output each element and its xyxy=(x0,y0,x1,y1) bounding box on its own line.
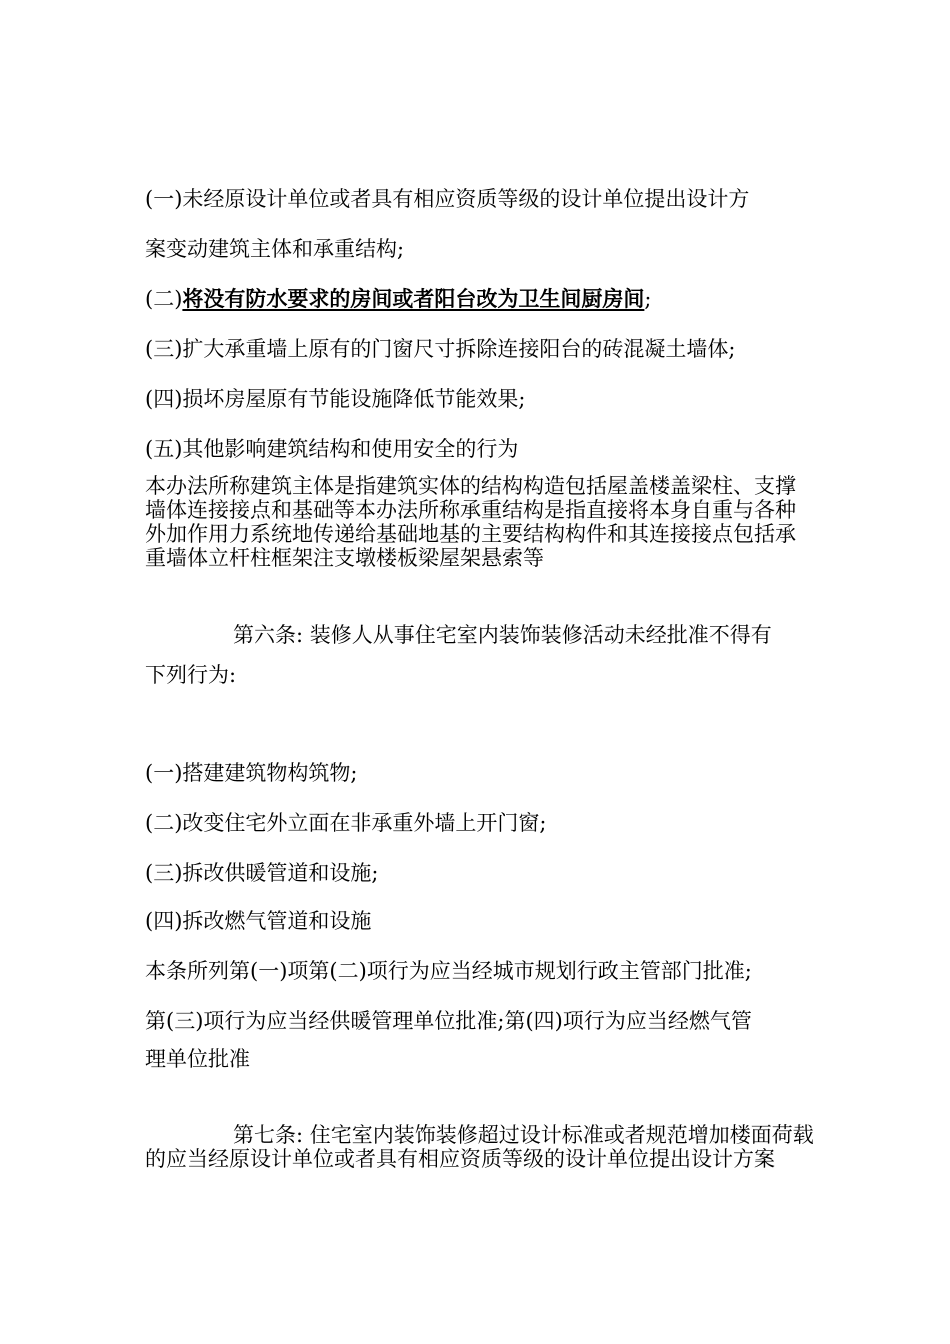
s1-item2 xyxy=(145,284,825,314)
article6-note2-line1: 第(三)项行为应当经供暖管理单位批准;第(四)项行为应当经燃气管 xyxy=(145,1009,752,1033)
s1-item2-suffix: ; xyxy=(644,287,652,311)
s1-item4: (四)损坏房屋原有节能设施降低节能效果; xyxy=(145,387,526,411)
s1-item2-prefix: (二) xyxy=(145,287,183,311)
s1-item1-line2: 案变动建筑主体和承重结构; xyxy=(145,237,405,261)
article6-note1: 本条所列第(一)项第(二)项行为应当经城市规划行政主管部门批准; xyxy=(145,959,752,983)
article6-heading-line2: 下列行为: xyxy=(145,663,237,687)
article6-item1: (一)搭建建筑物构筑物; xyxy=(145,761,358,785)
article6-heading-line1: 第六条: 装修人从事住宅室内装饰装修活动未经批准不得有 xyxy=(233,623,772,647)
article7-paragraph: 第七条: 住宅室内装饰装修超过设计标准或者规范增加楼面荷载的应当经原设计单位或者具有相应资质等级的设计单位提出设计方案 xyxy=(145,1123,814,1171)
article6-item4: (四)拆改燃气管道和设施 xyxy=(145,909,372,933)
s1-item1-line1: (一)未经原设计单位或者具有相应资质等级的设计单位提出设计方 xyxy=(145,187,750,211)
s1-item2-emphasis: 将没有防水要求的房间或者阳台改为卫生间厨房间 xyxy=(182,286,645,311)
article6-item2: (二)改变住宅外立面在非承重外墙上开门窗; xyxy=(145,811,547,835)
s1-definition-paragraph: 本办法所称建筑主体是指建筑实体的结构构造包括屋盖楼盖梁柱、支撑墙体连接接点和基础等本办法所称承重结构是指直接将本身自重与各种外加作用力系统地传递给基础地基的主要结构构件和其连接接点包括承重墙体立杆柱框架注支墩楼板梁屋架悬索等 xyxy=(145,474,796,570)
s1-item5: (五)其他影响建筑结构和使用安全的行为 xyxy=(145,437,519,461)
s1-item3: (三)扩大承重墙上原有的门窗尺寸拆除连接阳台的砖混凝土墙体; xyxy=(145,337,736,361)
article6-item3: (三)拆改供暖管道和设施; xyxy=(145,861,379,885)
article6-note2-line2: 理单位批准 xyxy=(145,1047,250,1071)
